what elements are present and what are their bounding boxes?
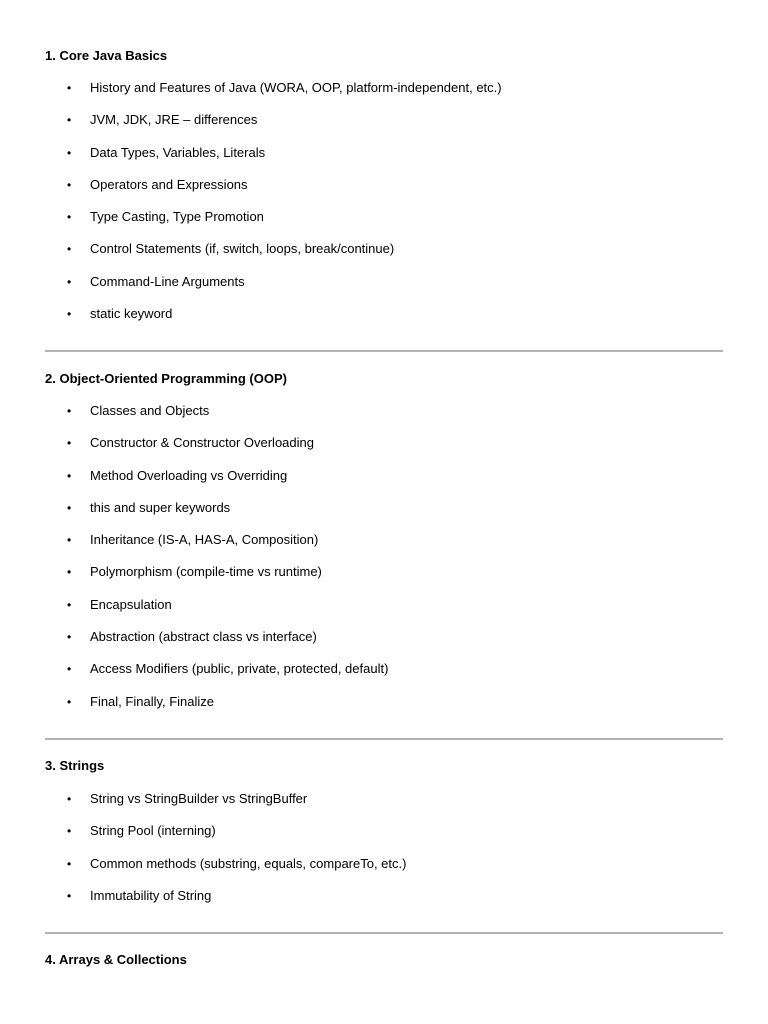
bullet-icon: • bbox=[67, 856, 72, 871]
list-item-text: Type Casting, Type Promotion bbox=[90, 209, 264, 225]
list-item-text: Access Modifiers (public, private, protected, default) bbox=[90, 661, 389, 677]
list-item-text: Final, Finally, Finalize bbox=[90, 693, 215, 709]
list-item bbox=[45, 274, 723, 306]
section-title: 1. Core Java Basics bbox=[45, 48, 168, 63]
list-item bbox=[45, 597, 723, 629]
bullet-icon: • bbox=[67, 630, 72, 645]
bullet-icon: • bbox=[67, 404, 72, 418]
bullet-icon: • bbox=[67, 436, 72, 451]
list-item-text: Data Types, Variables, Literals bbox=[90, 144, 266, 160]
list-item-text: Abstraction (abstract class vs interface) bbox=[90, 629, 317, 645]
bullet-icon: • bbox=[67, 468, 72, 483]
topic-list bbox=[45, 80, 723, 338]
bullet-icon: • bbox=[67, 274, 72, 289]
list-item-text: Method Overloading vs Overriding bbox=[90, 467, 288, 483]
list-item bbox=[45, 823, 723, 855]
list-item bbox=[45, 209, 723, 241]
list-item bbox=[45, 564, 723, 596]
list-item bbox=[45, 80, 723, 112]
bullet-icon: • bbox=[67, 565, 72, 580]
section-divider bbox=[45, 932, 723, 934]
list-item-text: static keyword bbox=[90, 306, 173, 322]
bullet-icon: • bbox=[67, 694, 72, 709]
list-item-text: JVM, JDK, JRE – differences bbox=[90, 112, 258, 128]
list-item bbox=[45, 694, 723, 726]
bullet-icon: • bbox=[67, 888, 72, 903]
bullet-icon: • bbox=[67, 824, 72, 839]
topic-list bbox=[45, 403, 723, 726]
section-core-java-basics bbox=[45, 48, 723, 338]
list-item-text: Constructor & Constructor Overloading bbox=[90, 435, 314, 451]
list-item bbox=[45, 629, 723, 661]
bullet-icon: • bbox=[67, 533, 72, 548]
bullet-icon: • bbox=[67, 210, 72, 225]
list-item bbox=[45, 145, 723, 177]
bullet-icon: • bbox=[67, 177, 72, 192]
list-item bbox=[45, 888, 723, 920]
list-item bbox=[45, 500, 723, 532]
list-item-text: Polymorphism (compile-time vs runtime) bbox=[90, 564, 322, 580]
list-item-text: String vs StringBuilder vs StringBuffer bbox=[90, 791, 308, 806]
list-item bbox=[45, 241, 723, 273]
section-oop bbox=[45, 371, 723, 726]
bullet-icon: • bbox=[67, 662, 72, 677]
list-item bbox=[45, 532, 723, 564]
section-title: 2. Object-Oriented Programming (OOP) bbox=[45, 371, 287, 386]
topic-list bbox=[45, 791, 723, 920]
list-item-text: History and Features of Java (WORA, OOP, platform-independent, etc.) bbox=[90, 80, 502, 95]
bullet-icon: • bbox=[67, 500, 72, 515]
list-item bbox=[45, 435, 723, 467]
list-item bbox=[45, 791, 723, 823]
list-item-text: this and super keywords bbox=[90, 499, 231, 515]
list-item-text: Command-Line Arguments bbox=[90, 273, 245, 289]
bullet-icon: • bbox=[67, 81, 72, 95]
section-title: 4. Arrays & Collections bbox=[45, 952, 187, 967]
bullet-icon: • bbox=[67, 307, 72, 322]
section-title: 3. Strings bbox=[45, 758, 105, 773]
list-item bbox=[45, 661, 723, 693]
bullet-icon: • bbox=[67, 792, 72, 806]
section-divider bbox=[45, 738, 723, 740]
list-item bbox=[45, 856, 723, 888]
list-item bbox=[45, 468, 723, 500]
section-divider bbox=[45, 350, 723, 352]
list-item-text: Immutability of String bbox=[90, 887, 212, 903]
bullet-icon: • bbox=[67, 597, 72, 612]
list-item-text: Inheritance (IS-A, HAS-A, Composition) bbox=[90, 532, 319, 548]
list-item-text: Control Statements (if, switch, loops, break/continue) bbox=[90, 241, 395, 257]
list-item bbox=[45, 177, 723, 209]
list-item-text: Operators and Expressions bbox=[90, 176, 248, 192]
list-item-text: Classes and Objects bbox=[90, 403, 210, 418]
list-item-text: Encapsulation bbox=[90, 596, 172, 612]
bullet-icon: • bbox=[67, 113, 72, 128]
list-item-text: Common methods (substring, equals, compareTo, etc.) bbox=[90, 855, 407, 871]
list-item bbox=[45, 306, 723, 338]
section-arrays-collections bbox=[45, 952, 723, 968]
list-item bbox=[45, 403, 723, 435]
bullet-icon: • bbox=[67, 145, 72, 160]
bullet-icon: • bbox=[67, 242, 72, 257]
section-strings bbox=[45, 758, 723, 920]
list-item bbox=[45, 112, 723, 144]
list-item-text: String Pool (interning) bbox=[90, 823, 216, 839]
